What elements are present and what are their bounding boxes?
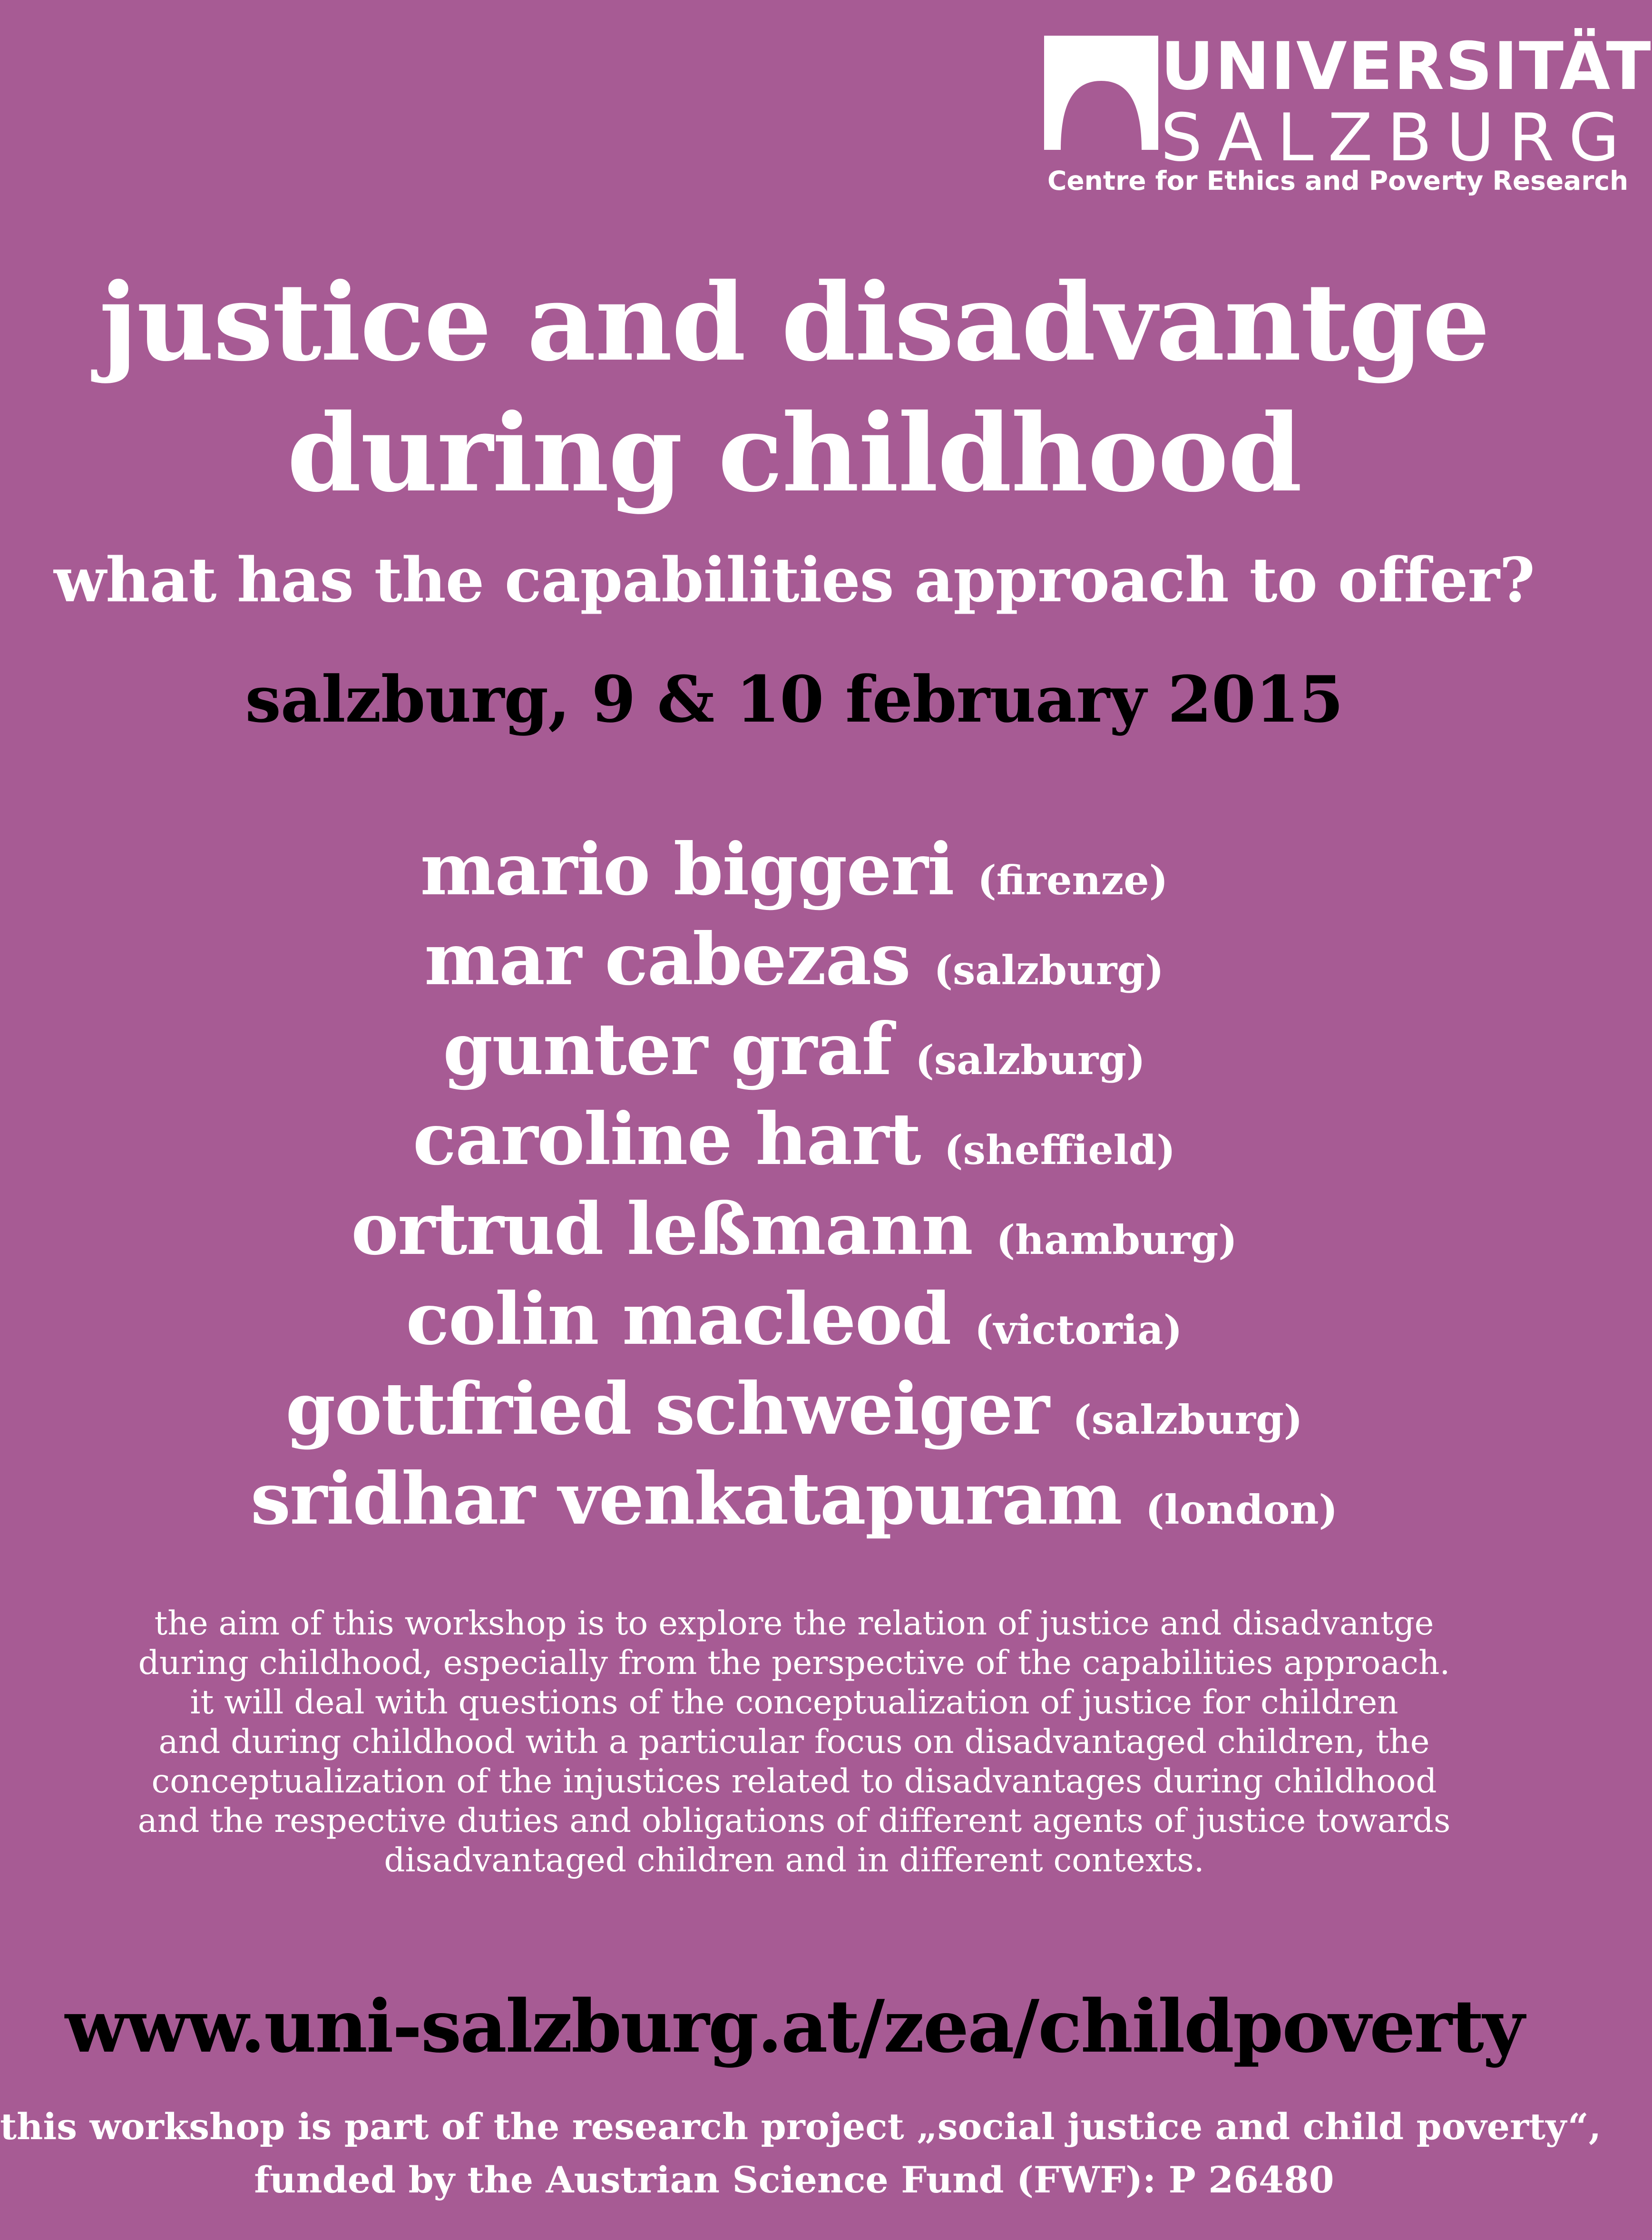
speaker-place: (victoria): [974, 1306, 1183, 1353]
title-line: during childhood: [287, 391, 1301, 516]
poster-subtitle: what has the capabilities approach to offer?: [54, 545, 1535, 616]
speaker-name: mar cabezas: [424, 918, 910, 1001]
speaker-name: caroline hart: [412, 1097, 920, 1181]
speaker-list: [0, 830, 1588, 1549]
description-line: conceptualization of the injustices related to disadvantages during childhood: [151, 1762, 1437, 1800]
university-logo: [1044, 28, 1652, 200]
speaker-item: [0, 1187, 1588, 1280]
description-line: and during childhood with a particular focus on disadvantaged children, the: [158, 1723, 1430, 1761]
speaker-place: (salzburg): [1072, 1396, 1303, 1443]
description-line: the aim of this workshop is to explore the relation of justice and disadvantge: [154, 1604, 1434, 1643]
speaker-item: [0, 1277, 1588, 1369]
website-url: www.uni-salzburg.at/zea/childpoverty: [65, 1984, 1524, 2069]
logo-salzburg-text: SALZBURG: [1161, 99, 1634, 176]
funding-line: this workshop is part of the research project „social justice and child poverty“,: [0, 2105, 1602, 2148]
poster-title: [0, 257, 1588, 518]
logo-university-text: UNIVERSITÄT: [1161, 28, 1652, 105]
speaker-name: colin macleod: [406, 1277, 951, 1361]
speaker-name: sridhar venkatapuram: [250, 1457, 1122, 1541]
arch-logo-icon: [1044, 36, 1158, 150]
speaker-place: (london): [1145, 1486, 1338, 1533]
speaker-item: [0, 1097, 1588, 1190]
speaker-item: [0, 830, 1588, 920]
speaker-item: [0, 1369, 1588, 1459]
speaker-name: gunter graf: [443, 1008, 891, 1091]
event-date-location: salzburg, 9 & 10 february 2015: [245, 662, 1343, 737]
workshop-description: [0, 1604, 1588, 1880]
speaker-place: (salzburg): [915, 1037, 1145, 1084]
speaker-item: [0, 1459, 1588, 1549]
speaker-place: (firenze): [978, 857, 1168, 904]
speaker-place: (hamburg): [996, 1216, 1237, 1263]
funding-line: funded by the Austrian Science Fund (FWF): P 26480: [254, 2159, 1334, 2201]
funding-note: [0, 2100, 1602, 2207]
description-line: disadvantaged children and in different contexts.: [384, 1841, 1204, 1879]
speaker-name: gottfried schweiger: [285, 1367, 1049, 1451]
description-line: during childhood, especially from the perspective of the capabilities approach.: [138, 1644, 1450, 1682]
description-line: and the respective duties and obligations of different agents of justice towards: [137, 1802, 1451, 1840]
speaker-name: mario biggeri: [420, 828, 954, 911]
title-line: justice and disadvantge: [99, 260, 1489, 385]
description-line: it will deal with questions of the conceptualization of justice for children: [190, 1683, 1398, 1722]
speaker-item: [0, 1010, 1588, 1100]
speaker-place: (salzburg): [934, 947, 1164, 994]
logo-centre-text: Centre for Ethics and Poverty Research: [1047, 166, 1629, 196]
speaker-name: ortrud leßmann: [351, 1187, 973, 1271]
speaker-place: (sheffield): [944, 1126, 1176, 1174]
speaker-item: [0, 920, 1588, 1010]
